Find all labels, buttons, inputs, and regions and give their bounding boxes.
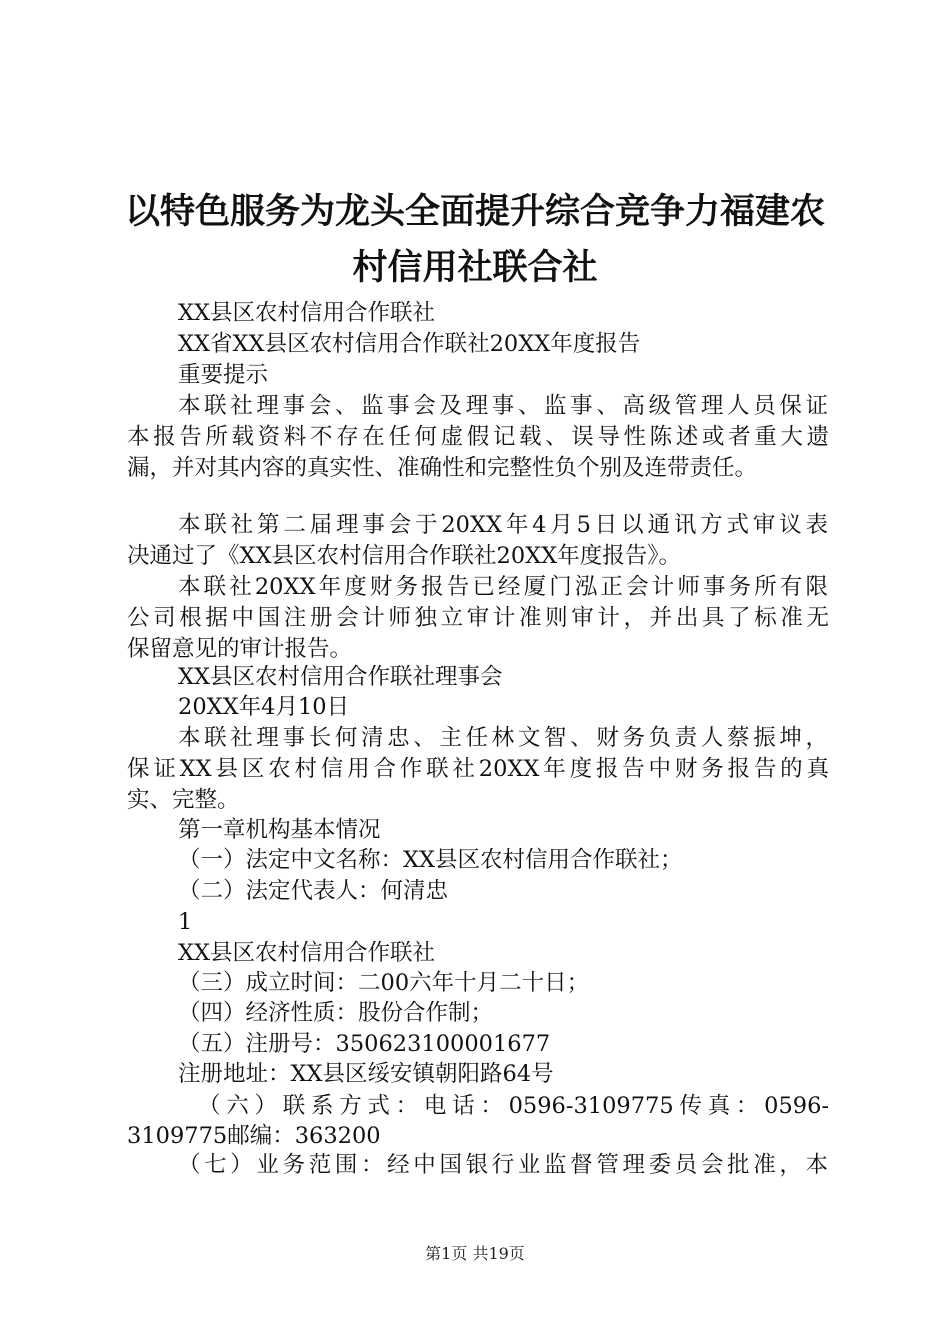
- text-line: 保留意见的审计报告。: [127, 636, 353, 662]
- text-line: 1: [178, 909, 193, 935]
- text-line: 注册地址：XX县区绥安镇朝阳路64号: [178, 1061, 554, 1087]
- text-line: 保证XX县区农村信用合作联社20XX年度报告中财务报告的真: [127, 756, 829, 782]
- document-title-line-1: 以特色服务为龙头全面提升综合竞争力福建农: [124, 192, 825, 232]
- text-line: 实、完整。: [127, 787, 240, 813]
- text-line: （二）法定代表人：何清忠: [178, 878, 449, 904]
- page-footer: 第1页 共19页: [425, 1244, 525, 1263]
- text-line: 本报告所载资料不存在任何虚假记载、误导性陈述或者重大遗: [127, 424, 829, 450]
- text-line: XX县区农村信用合作联社: [178, 940, 436, 966]
- text-line: 决通过了《XX县区农村信用合作联社20XX年度报告》。: [127, 543, 681, 569]
- text-line: XX县区农村信用合作联社理事会: [178, 664, 503, 690]
- text-line: 3109775邮编：363200: [127, 1123, 381, 1149]
- text-line: 第一章机构基本情况: [178, 817, 381, 843]
- text-line: （五）注册号：350623100001677: [178, 1031, 551, 1057]
- text-line: 漏，并对其内容的真实性、准确性和完整性负个别及连带责任。: [127, 455, 758, 481]
- text-line: （六）联系方式：电话：0596-3109775传真：0596-: [198, 1093, 829, 1119]
- text-line: 重要提示: [178, 362, 269, 388]
- text-line: 公司根据中国注册会计师独立审计准则审计，并出具了标准无: [127, 605, 829, 631]
- text-line: 20XX年4月10日: [178, 694, 350, 720]
- text-line: 本联社理事长何清忠、主任林文智、财务负责人蔡振坤，: [178, 725, 828, 751]
- text-line: 本联社理事会、监事会及理事、监事、高级管理人员保证: [178, 393, 828, 419]
- text-line: XX省XX县区农村信用合作联社20XX年度报告: [178, 331, 641, 357]
- document-title-line-2: 村信用社联合社: [352, 248, 598, 288]
- text-line: 本联社第二届理事会于20XX年4月5日以通讯方式审议表: [178, 512, 828, 538]
- text-line: （四）经济性质：股份合作制；: [178, 1000, 494, 1026]
- text-line: （一）法定中文名称：XX县区农村信用合作联社；: [178, 847, 683, 873]
- text-line: 本联社20XX年度财务报告已经厦门泓正会计师事务所有限: [178, 574, 828, 600]
- text-line: （三）成立时间：二00六年十月二十日；: [178, 970, 590, 996]
- text-line: XX县区农村信用合作联社: [178, 300, 436, 326]
- text-line: （七）业务范围：经中国银行业监督管理委员会批准，本: [178, 1152, 828, 1178]
